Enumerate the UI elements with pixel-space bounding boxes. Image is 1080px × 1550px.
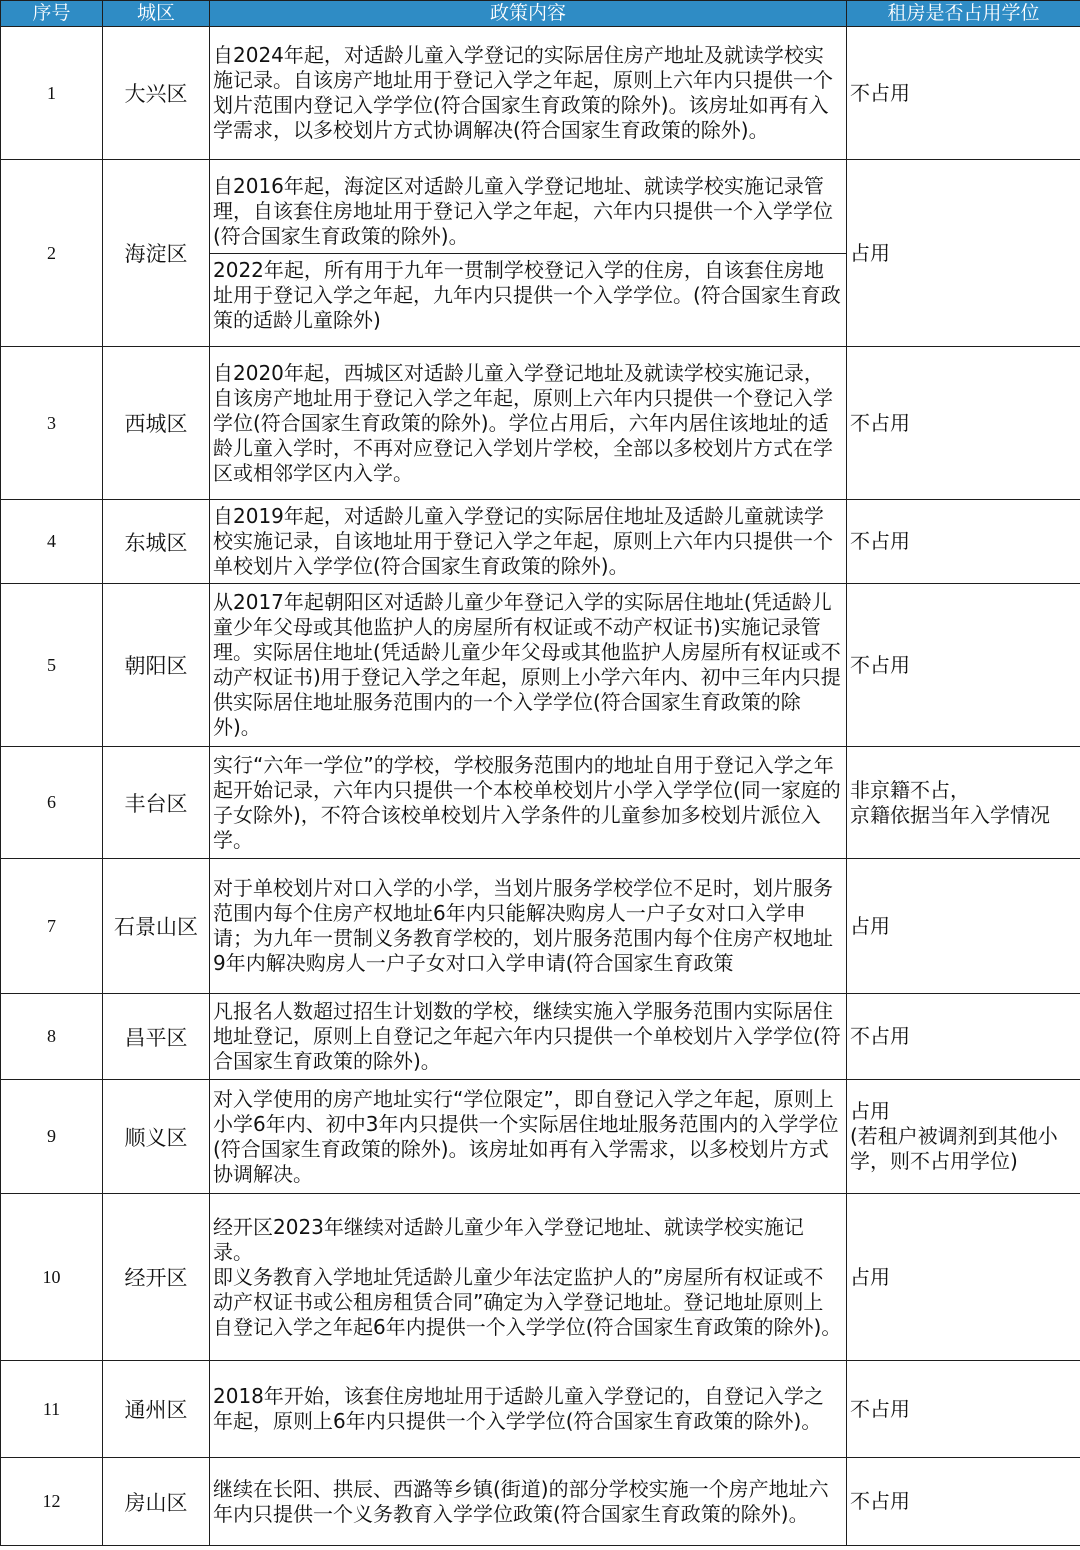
policy-text: 从2017年起朝阳区对适龄儿童少年登记入学的实际居住地址(凭适龄儿童少年父母或其他监护人的房屋所有权证或不动产权证书)实施记录管理。实际居住地址(凭适龄儿童少年父母或其他监护人房屋所有权证或不动产权证书)用于登记入学之年起，原则上小学六年内、初中三年内只提供实际居住地址服务范围内的一个入学学位(符合国家生育政策的除外)。: [213, 590, 841, 739]
district-cell[interactable]: 经开区: [103, 1194, 210, 1361]
row-number-cell[interactable]: 12: [1, 1458, 103, 1546]
district-cell[interactable]: 东城区: [103, 500, 210, 584]
header-cell-district[interactable]: 城区: [103, 1, 210, 27]
policy-cell[interactable]: [210, 1361, 847, 1458]
header-cell-occupy[interactable]: 租房是否占用学位: [847, 1, 1080, 27]
policy-text: 自2020年起，西城区对适龄儿童入学登记地址及就读学校实施记录，自该房产地址用于登记入学之年起，原则上六年内只提供一个登记入学学位(符合国家生育政策的除外)。学位占用后，六年内居住该地址的适龄儿童入学时，不再对应登记入学划片学校，全部以多校划片方式在学区或相邻学区内入学。: [213, 360, 833, 485]
table-row: [1, 1458, 1080, 1546]
district-cell[interactable]: 海淀区: [103, 160, 210, 347]
policy-cell[interactable]: [210, 500, 847, 584]
table-row: [1, 584, 1080, 747]
header-row: [1, 1, 1080, 27]
district-cell[interactable]: 房山区: [103, 1458, 210, 1546]
district-cell[interactable]: 大兴区: [103, 27, 210, 160]
policy-text: 经开区2023年继续对适龄儿童少年入学登记地址、就读学校实施记录。 即义务教育入学地址凭适龄儿童少年法定监护人的”房屋所有权证或不动产权证书或公租房租赁合同”确定为入学登记地址。登记地址原则上自登记入学之年起6年内提供一个入学学位(符合国家生育政策的除外)。: [213, 1214, 842, 1339]
occupy-cell[interactable]: 占用: [847, 859, 1080, 994]
policy-text: 继续在长阳、拱辰、西潞等乡镇(街道)的部分学校实施一个房产地址六年内只提供一个义务教育入学学位政策(符合国家生育政策的除外)。: [213, 1476, 829, 1526]
policy-cell[interactable]: [210, 1458, 847, 1546]
row-number-cell[interactable]: 8: [1, 994, 103, 1080]
table-row: [1, 994, 1080, 1080]
policy-text: 2022年起，所有用于九年一贯制学校登记入学的住房，自该套住房地址用于登记入学之年起，九年内只提供一个入学学位。(符合国家生育政策的适龄儿童除外): [210, 253, 846, 333]
policy-text: 实行“六年一学位”的学校，学校服务范围内的地址自用于登记入学之年起开始记录，六年内只提供一个本校单校划片小学入学学位(同一家庭的子女除外)，不符合该校单校划片入学条件的儿童参加多校划片派位入学。: [213, 752, 841, 852]
occupy-cell[interactable]: 不占用: [847, 1458, 1080, 1546]
header-cell-policy[interactable]: 政策内容: [210, 1, 847, 27]
occupy-cell[interactable]: 不占用: [847, 500, 1080, 584]
policy-text: 凡报名人数超过招生计划数的学校，继续实施入学服务范围内实际居住地址登记，原则上自登记之年起六年内只提供一个单校划片入学学位(符合国家生育政策的除外)。: [213, 999, 841, 1073]
table-row: [1, 1361, 1080, 1458]
row-number-cell[interactable]: 9: [1, 1080, 103, 1194]
table-row: [1, 1194, 1080, 1361]
policy-cell[interactable]: [210, 859, 847, 994]
policy-cell[interactable]: [210, 1194, 847, 1361]
table-row: [1, 27, 1080, 160]
policy-text: 自2016年起，海淀区对适龄儿童入学登记地址、就读学校实施记录管理，自该套住房地址用于登记入学之年起，六年内只提供一个入学学位(符合国家生育政策的除外)。: [213, 173, 833, 248]
row-number-cell[interactable]: 11: [1, 1361, 103, 1458]
policy-text: 自2019年起，对适龄儿童入学登记的实际居住地址及适龄儿童就读学校实施记录，自该地址用于登记入学之年起，原则上六年内只提供一个单校划片入学学位(符合国家生育政策的除外)。: [213, 504, 833, 578]
row-number-cell[interactable]: 3: [1, 347, 103, 500]
district-cell[interactable]: 昌平区: [103, 994, 210, 1080]
occupy-cell[interactable]: 占用: [847, 1194, 1080, 1361]
district-cell[interactable]: 丰台区: [103, 747, 210, 859]
policy-cell[interactable]: [210, 160, 847, 347]
policy-text: 对于单校划片对口入学的小学，当划片服务学校学位不足时，划片服务 范围内每个住房产权地址6年内只能解决购房人一户子女对口入学申请；为九年一贯制义务教育学校的，划片服务范围内每个住房产权地址9年内解决购房人一户子女对口入学申请(符合国家生育政策: [213, 876, 833, 975]
occupy-cell[interactable]: 不占用: [847, 27, 1080, 160]
row-number-cell[interactable]: 6: [1, 747, 103, 859]
row-number-cell[interactable]: 5: [1, 584, 103, 747]
table-row: [1, 160, 1080, 347]
table-row: [1, 1080, 1080, 1194]
occupy-cell[interactable]: 不占用: [847, 1361, 1080, 1458]
policy-text: 对入学使用的房产地址实行“学位限定”，即自登记入学之年起，原则上小学6年内、初中3年内只提供一个实际居住地址服务范围内的入学学位(符合国家生育政策的除外)。该房址如再有入学需求，以多校划片方式协调解决。: [213, 1086, 839, 1186]
row-number-cell[interactable]: 10: [1, 1194, 103, 1361]
policy-cell[interactable]: [210, 1080, 847, 1194]
policy-cell[interactable]: [210, 584, 847, 747]
policy-cell[interactable]: [210, 27, 847, 160]
district-cell[interactable]: 朝阳区: [103, 584, 210, 747]
table-row: [1, 747, 1080, 859]
occupy-cell[interactable]: 不占用: [847, 584, 1080, 747]
table-row: [1, 500, 1080, 584]
district-cell[interactable]: 石景山区: [103, 859, 210, 994]
row-number-cell[interactable]: 2: [1, 160, 103, 347]
policy-cell[interactable]: [210, 747, 847, 859]
occupy-cell[interactable]: 占用: [847, 160, 1080, 347]
occupy-cell[interactable]: 占用 (若租户被调剂到其他小学，则不占用学位): [847, 1080, 1080, 1194]
policy-cell[interactable]: [210, 994, 847, 1080]
row-number-cell[interactable]: 1: [1, 27, 103, 160]
header-cell-no[interactable]: 序号: [1, 1, 103, 27]
policy-cell[interactable]: [210, 347, 847, 500]
table-row: [1, 347, 1080, 500]
policy-text: 自2024年起，对适龄儿童入学登记的实际居住房产地址及就读学校实施记录。自该房产地址用于登记入学之年起，原则上六年内只提供一个划片范围内登记入学学位(符合国家生育政策的除外)。该房址如再有入学需求，以多校划片方式协调解决(符合国家生育政策的除外)。: [213, 43, 833, 142]
occupy-cell[interactable]: 不占用: [847, 347, 1080, 500]
row-number-cell[interactable]: 4: [1, 500, 103, 584]
occupy-cell[interactable]: 非京籍不占， 京籍依据当年入学情况: [847, 747, 1080, 859]
occupy-cell[interactable]: 不占用: [847, 994, 1080, 1080]
district-cell[interactable]: 顺义区: [103, 1080, 210, 1194]
row-number-cell[interactable]: 7: [1, 859, 103, 994]
district-cell[interactable]: 通州区: [103, 1361, 210, 1458]
district-cell[interactable]: 西城区: [103, 347, 210, 500]
table-row: [1, 859, 1080, 994]
policy-text: 2018年开始，该套住房地址用于适龄儿童入学登记的，自登记入学之年起，原则上6年内只提供一个入学学位(符合国家生育政策的除外)。: [213, 1384, 824, 1433]
